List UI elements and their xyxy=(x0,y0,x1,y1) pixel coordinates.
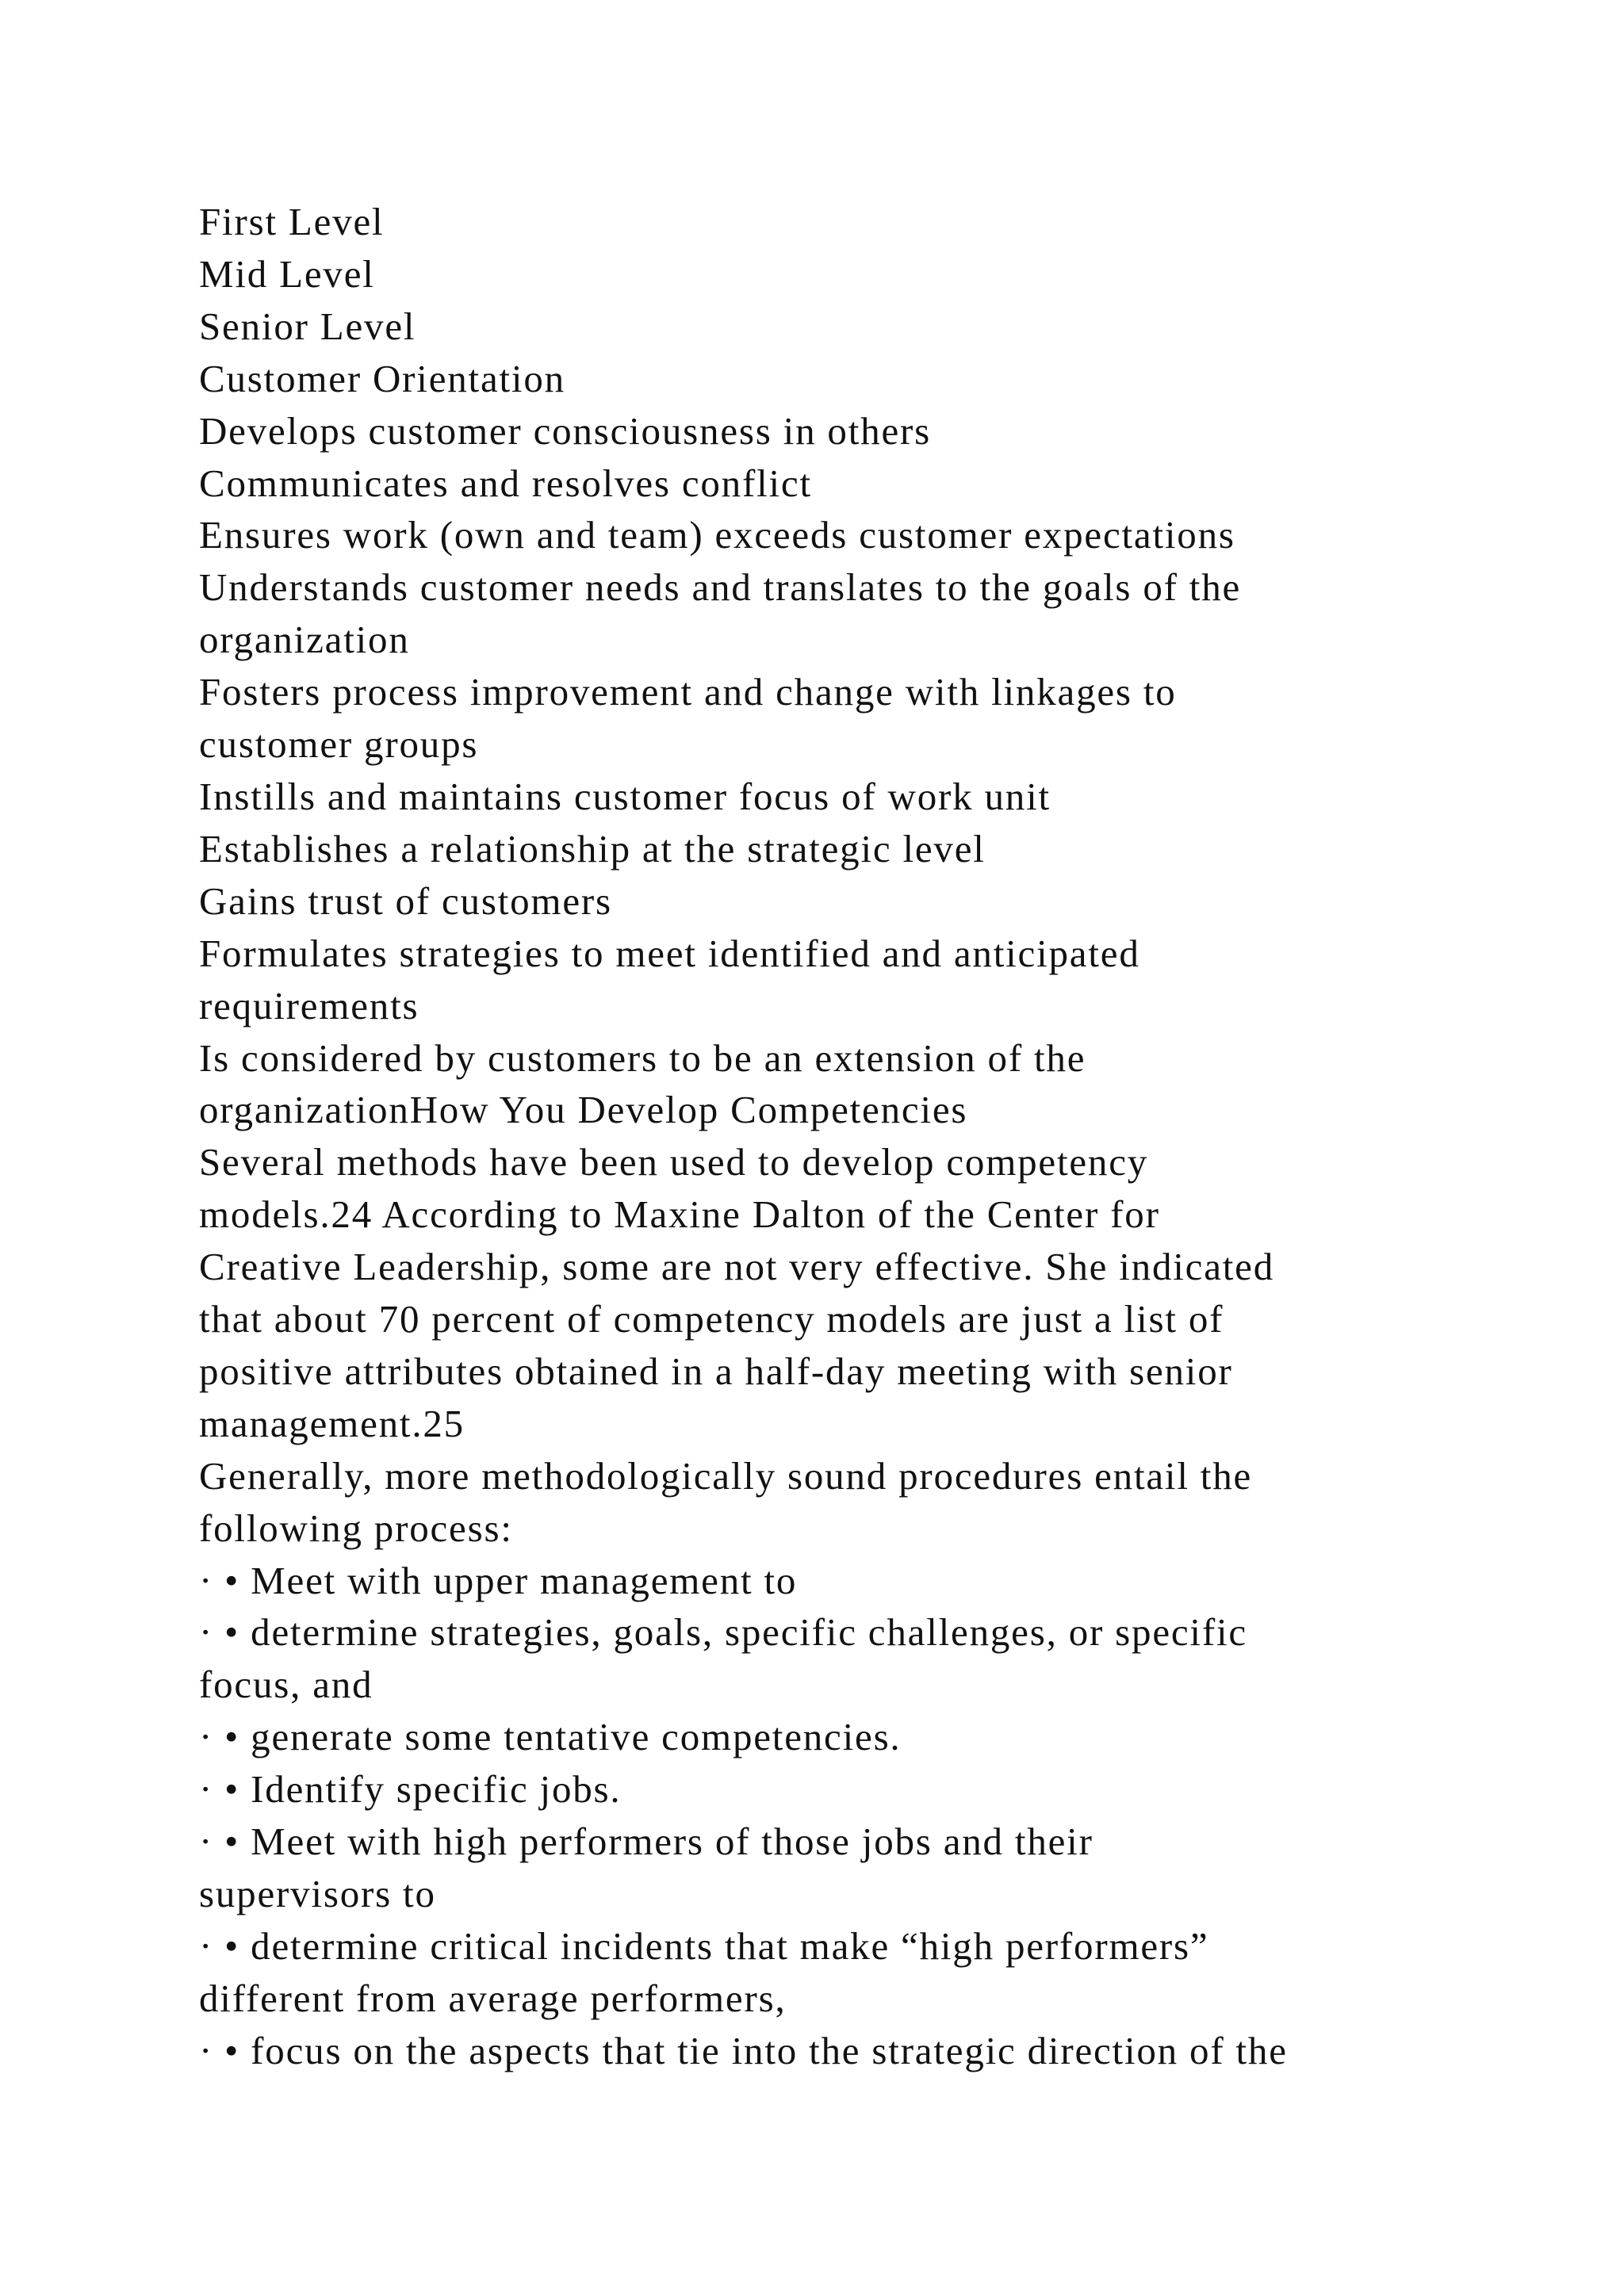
text-line: Gains trust of customers xyxy=(199,878,612,923)
text-line: organizationHow You Develop Competencies xyxy=(199,1088,968,1132)
text-line: Communicates and resolves conflict xyxy=(199,461,812,505)
text-line: · • generate some tentative competencies. xyxy=(199,1715,902,1759)
text-line: Formulates strategies to meet identified and anticipated xyxy=(199,931,1140,975)
text-line: positive attributes obtained in a half-day meeting with senior xyxy=(199,1349,1233,1393)
text-line: following process: xyxy=(199,1506,513,1550)
text-line: different from average performers, xyxy=(199,1976,787,2020)
text-line: Senior Level xyxy=(199,304,416,348)
text-line: Understands customer needs and translates to the goals of the xyxy=(199,565,1242,610)
text-line: requirements xyxy=(199,983,419,1027)
text-line: Creative Leadership, some are not very effective. She indicated xyxy=(199,1245,1275,1289)
text-line: models.24 According to Maxine Dalton of the Center for xyxy=(199,1192,1160,1237)
text-line: Instills and maintains customer focus of work unit xyxy=(199,774,1051,818)
text-line: customer groups xyxy=(199,722,479,767)
text-line: Generally, more methodologically sound procedures entail the xyxy=(199,1453,1253,1498)
text-line: Is considered by customers to be an extension of the xyxy=(199,1035,1086,1080)
text-line: Customer Orientation xyxy=(199,356,565,400)
text-line: · • focus on the aspects that tie into the strategic direction of the xyxy=(199,2028,1288,2072)
text-line: organization xyxy=(199,618,410,662)
text-line: · • Meet with high performers of those jobs and their xyxy=(199,1820,1094,1864)
text-line: · • determine critical incidents that make “high performers” xyxy=(199,1923,1209,1968)
document-text xyxy=(199,196,1484,2077)
text-line: management.25 xyxy=(199,1401,465,1445)
text-line: that about 70 percent of competency models are just a list of xyxy=(199,1297,1224,1341)
text-line: · • determine strategies, goals, specific challenges, or specific xyxy=(199,1610,1247,1655)
text-line: Develops customer consciousness in others xyxy=(199,408,931,453)
text-line: supervisors to xyxy=(199,1872,436,1915)
text-line: First Level xyxy=(199,200,385,243)
text-line: Establishes a relationship at the strategic level xyxy=(199,826,986,871)
text-line: · • Meet with upper management to xyxy=(199,1558,798,1602)
text-line: focus, and xyxy=(199,1663,373,1707)
text-line: Fosters process improvement and change with linkages to xyxy=(199,670,1177,714)
text-line: Mid Level xyxy=(199,251,375,296)
text-line: · • Identify specific jobs. xyxy=(199,1767,622,1812)
text-line: Several methods have been used to develop competency xyxy=(199,1140,1149,1184)
text-line: Ensures work (own and team) exceeds customer expectations xyxy=(199,513,1235,557)
